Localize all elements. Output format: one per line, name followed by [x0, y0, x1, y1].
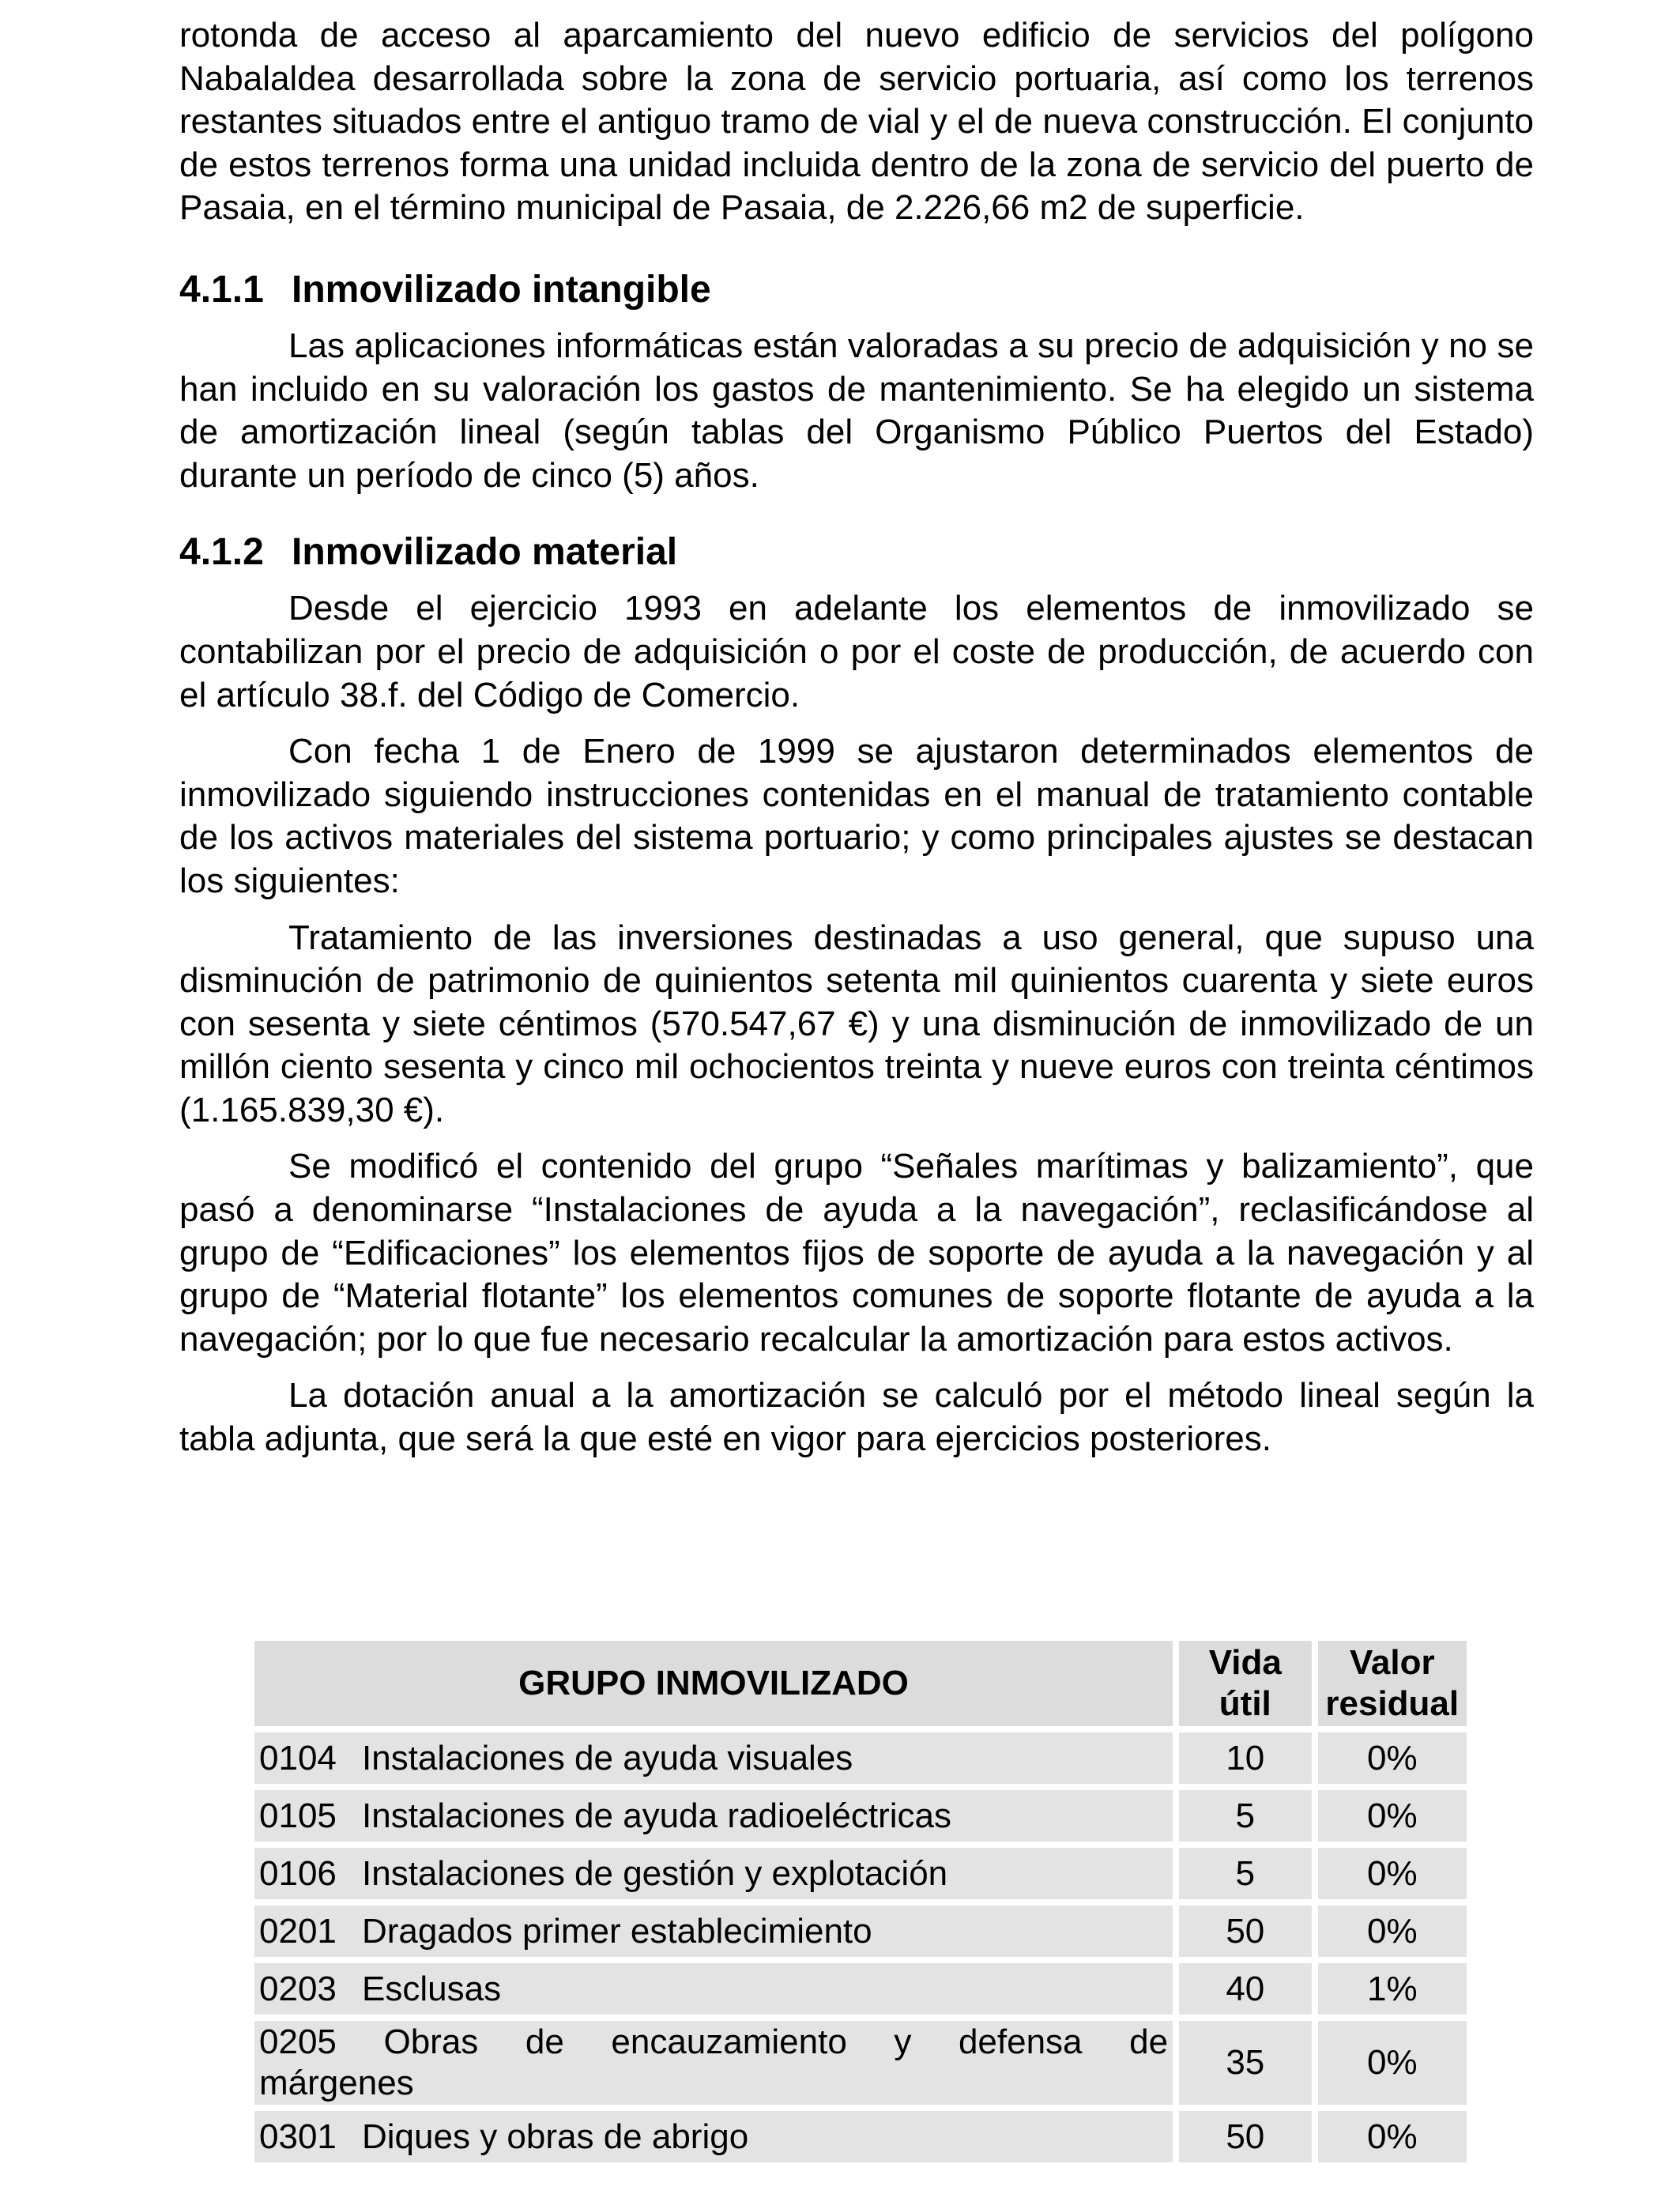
paragraph-material-2: Con fecha 1 de Enero de 1999 se ajustaron determinados elementos de inmovilizado siguiendo instrucciones contenidas en el manual de tratamiento contable de los activos materiales del sistema portuario; y como principales ajustes se destacan los siguientes:	[179, 732, 1534, 900]
header-res-line2: residual	[1325, 1684, 1460, 1723]
group-name: Instalaciones de ayuda visuales	[362, 1738, 853, 1777]
heading-4-1-2	[179, 529, 1534, 576]
depreciation-table	[248, 1634, 1473, 2169]
paragraph-material-3: Tratamiento de las inversiones destinadas a uso general, que supuso una disminución de patrimonio de quinientos setenta mil quinientos cuarenta y siete euros con sesenta y siete céntimos (570.547,67 €) y una disminución de inmovilizado de un millón ciento sesenta y cinco mil ochocientos treinta y nueve euros con treinta céntimos (1.165.839,30 €).	[179, 918, 1534, 1129]
table-row	[254, 1906, 1467, 1957]
header-valor-residual	[1318, 1641, 1467, 1726]
residual-cell: 0%	[1318, 1906, 1467, 1957]
group-code: 0106	[259, 1853, 337, 1893]
residual-cell: 0%	[1318, 1732, 1467, 1784]
group-cell	[254, 1963, 1173, 2015]
group-cell	[254, 2111, 1173, 2162]
group-name-line2: márgenes	[259, 2064, 414, 2102]
residual-cell: 0%	[1318, 1790, 1467, 1842]
residual-cell: 0%	[1318, 2111, 1467, 2162]
paragraph-material-4: Se modificó el contenido del grupo “Señales marítimas y balizamiento”, que pasó a denominarse “Instalaciones de ayuda a la navegación”, reclasificándose al grupo de “Edificaciones” los elementos fijos de soporte de ayuda a la navegación y al grupo de “Material flotante” los elementos comunes de soporte flotante de ayuda a la navegación; por lo que fue necesario recalcular la amortización para estos activos.	[179, 1147, 1534, 1359]
group-name: Instalaciones de ayuda radioeléctricas	[362, 1796, 952, 1835]
residual-cell: 0%	[1318, 2021, 1467, 2105]
heading-title: Inmovilizado intangible	[292, 268, 711, 311]
table-row	[254, 2021, 1467, 2105]
group-cell	[254, 1906, 1173, 1957]
group-code: 0301	[259, 2117, 337, 2156]
group-line1	[259, 2022, 1168, 2063]
table-row	[254, 1848, 1467, 1899]
paragraph-material-1: Desde el ejercicio 1993 en adelante los elementos de inmovilizado se contabilizan por el precio de adquisición o por el coste de producción, de acuerdo con el artículo 38.f. del Código de Comercio.	[179, 589, 1534, 714]
vida-cell: 10	[1179, 1732, 1312, 1784]
group-name: Esclusas	[362, 1969, 502, 2008]
document-page	[179, 14, 1534, 1461]
vida-cell: 50	[1179, 2111, 1312, 2162]
group-name: Instalaciones de gestión y explotación	[362, 1853, 948, 1893]
residual-cell: 0%	[1318, 1848, 1467, 1899]
table-row	[254, 1790, 1467, 1842]
paragraph-intangible: Las aplicaciones informáticas están valoradas a su precio de adquisición y no se han incluido en su valoración los gastos de mantenimiento. Se ha elegido un sistema de amortización lineal (según tablas del Organismo Público Puertos del Estado) durante un período de cinco (5) años.	[179, 326, 1534, 495]
group-name: Diques y obras de abrigo	[362, 2117, 749, 2156]
group-cell	[254, 2021, 1173, 2105]
heading-title: Inmovilizado material	[292, 531, 678, 574]
header-group: GRUPO INMOVILIZADO	[254, 1641, 1173, 1726]
heading-number: 4.1.1	[179, 268, 264, 311]
header-res-line1: Valor	[1349, 1643, 1435, 1682]
table-header-row	[254, 1641, 1467, 1726]
group-cell	[254, 1790, 1173, 1842]
group-name: Obras de encauzamiento y defensa de	[383, 2022, 1169, 2061]
vida-cell: 35	[1179, 2021, 1312, 2105]
group-cell	[254, 1732, 1173, 1784]
table-row	[254, 1963, 1467, 2015]
group-code: 0203	[259, 1969, 337, 2008]
paragraph-intro: rotonda de acceso al aparcamiento del nuevo edificio de servicios del polígono Nabalaldea desarrollada sobre la zona de servicio portuaria, así como los terrenos restantes situados entre el antiguo tramo de vial y el de nueva construcción. El conjunto de estos terrenos forma una unidad incluida dentro de la zona de servicio del puerto de Pasaia, en el término municipal de Pasaia, de 2.226,66 m2 de superficie.	[179, 16, 1534, 228]
group-code: 0104	[259, 1738, 337, 1777]
group-code: 0205	[259, 2022, 337, 2061]
heading-4-1-1	[179, 266, 1534, 314]
vida-cell: 50	[1179, 1906, 1312, 1957]
table-row	[254, 2111, 1467, 2162]
header-vida-line2: útil	[1219, 1684, 1271, 1723]
vida-cell: 5	[1179, 1848, 1312, 1899]
header-vida-util	[1179, 1641, 1312, 1726]
group-cell	[254, 1848, 1173, 1899]
paragraph-material-5: La dotación anual a la amortización se calculó por el método lineal según la tabla adjunta, que será la que esté en vigor para ejercicios posteriores.	[179, 1376, 1534, 1459]
vida-cell: 40	[1179, 1963, 1312, 2015]
header-vida-line1: Vida	[1208, 1643, 1282, 1682]
residual-cell: 1%	[1318, 1963, 1467, 2015]
vida-cell: 5	[1179, 1790, 1312, 1842]
group-code: 0201	[259, 1911, 337, 1951]
group-code: 0105	[259, 1796, 337, 1835]
group-name: Dragados primer establecimiento	[362, 1911, 872, 1951]
table-row	[254, 1732, 1467, 1784]
heading-number: 4.1.2	[179, 531, 264, 574]
